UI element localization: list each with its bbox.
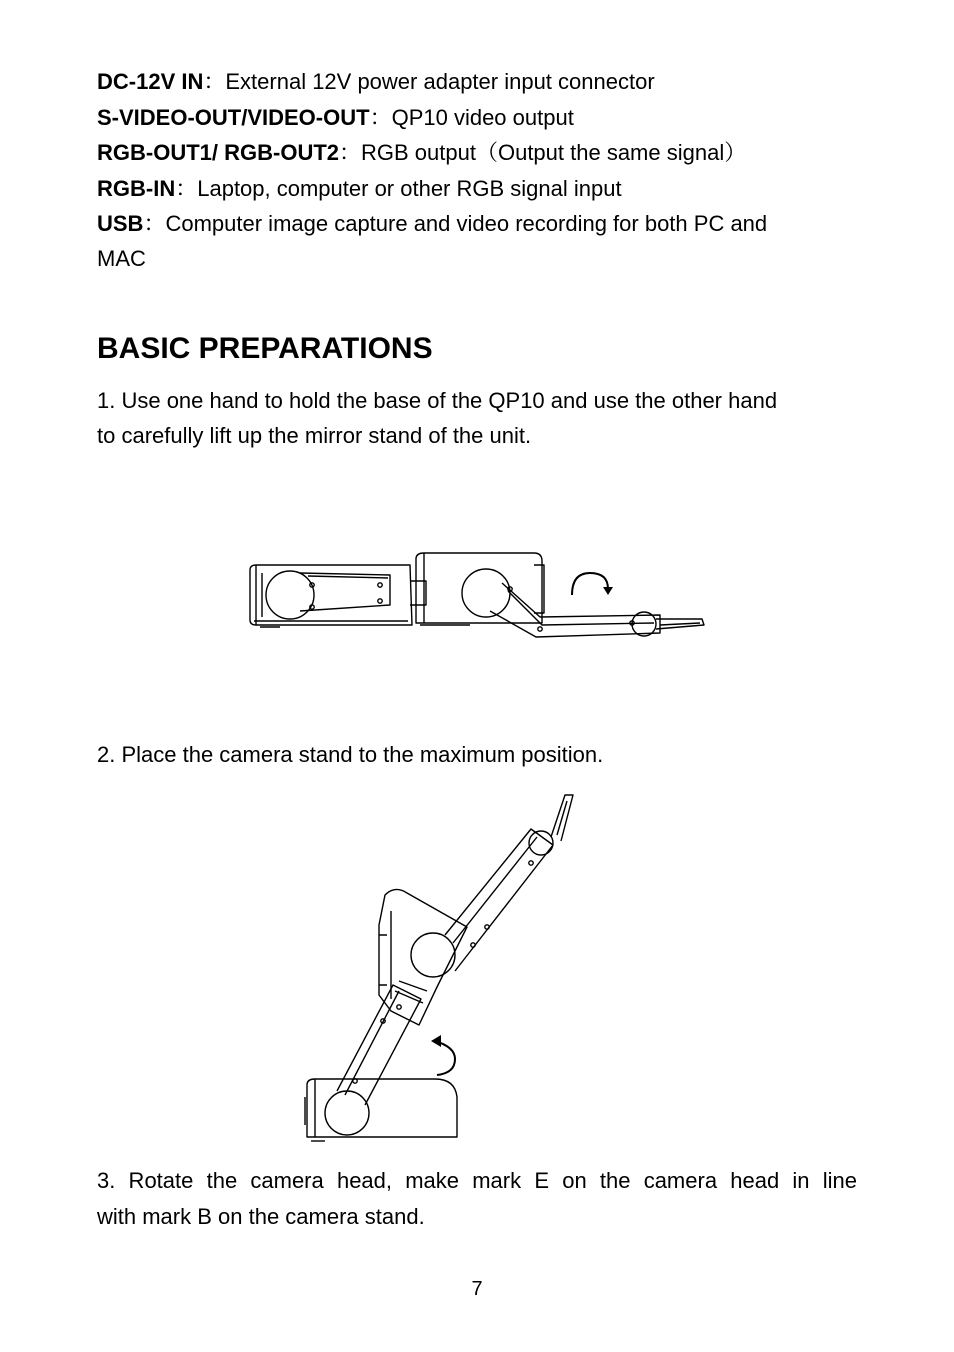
connector-description: External 12V power adapter input connector <box>225 69 655 94</box>
connector-label: USB <box>97 211 144 236</box>
step-1-line-1: 1. Use one hand to hold the base of the QP10 and use the other hand <box>97 388 778 413</box>
step-3-line-2: with mark B on the camera stand. <box>97 1204 425 1229</box>
connector-label: DC-12V IN <box>97 69 204 94</box>
step-2-line-1: 2. Place the camera stand to the maximum position. <box>97 742 604 767</box>
page-number: 7 <box>471 1278 483 1300</box>
connector-description: RGB output（Output the same signal） <box>361 140 747 165</box>
connector-dc-12v <box>97 69 655 95</box>
connector-separator: ： <box>369 105 392 130</box>
connector-description: Computer image capture and video recording for both PC and <box>165 211 768 236</box>
connector-video-out <box>97 105 574 131</box>
step-3-line-1: 3. Rotate the camera head, make mark E on the camera head in line <box>97 1168 857 1193</box>
connector-separator: ： <box>143 211 166 236</box>
connector-usb-continued: MAC <box>97 246 146 271</box>
figure-raised-stand <box>295 785 585 1150</box>
connector-label: RGB-OUT1/ RGB-OUT2 <box>97 140 339 165</box>
step-1-line-2: to carefully lift up the mirror stand of the unit. <box>97 423 532 448</box>
connector-usb <box>97 211 767 237</box>
connector-rgb-in <box>97 176 622 202</box>
connector-rgb-out <box>97 140 746 166</box>
connector-description: Laptop, computer or other RGB signal input <box>197 176 622 201</box>
figure-folded-unit <box>240 545 715 645</box>
connector-label: S-VIDEO-OUT/VIDEO-OUT <box>97 105 370 130</box>
connector-label: RGB-IN <box>97 176 176 201</box>
connector-separator: ： <box>203 69 226 94</box>
connector-description: QP10 video output <box>391 105 574 130</box>
section-title: BASIC PREPARATIONS <box>97 332 433 365</box>
connector-separator: ： <box>339 140 362 165</box>
connector-separator: ： <box>175 176 198 201</box>
